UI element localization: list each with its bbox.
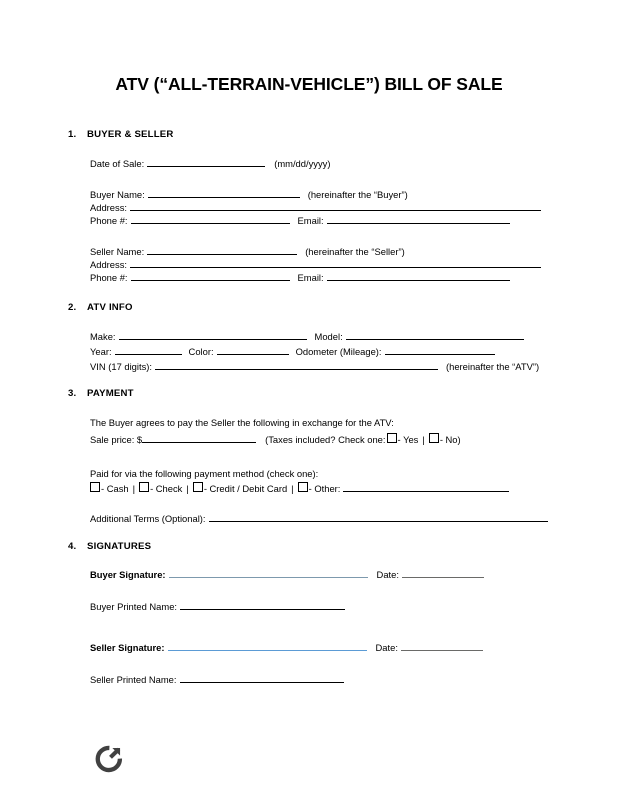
method-separator-1: | bbox=[132, 483, 136, 494]
buyer-printed-name-row bbox=[90, 600, 347, 613]
circular-arrow-logo-icon bbox=[94, 744, 124, 774]
taxes-included-yes-label: - Yes bbox=[397, 434, 419, 445]
seller-date-input[interactable] bbox=[401, 641, 483, 651]
additional-terms-input[interactable] bbox=[209, 512, 548, 522]
section-heading-payment bbox=[68, 388, 134, 399]
buyer-name-row bbox=[90, 188, 408, 201]
buyer-signature-row bbox=[90, 568, 486, 581]
payment-method-other-checkbox[interactable] bbox=[298, 482, 308, 492]
taxes-included-no-checkbox[interactable] bbox=[429, 433, 439, 443]
atv-vin-row bbox=[90, 360, 539, 373]
sale-price-input[interactable] bbox=[142, 433, 256, 443]
buyer-date-label: Date: bbox=[376, 569, 399, 580]
seller-phone-input[interactable] bbox=[131, 271, 290, 281]
buyer-phone-input[interactable] bbox=[131, 214, 290, 224]
buyer-email-label: Email: bbox=[297, 215, 324, 226]
taxes-included-yes-checkbox[interactable] bbox=[387, 433, 397, 443]
seller-address-input[interactable] bbox=[130, 258, 541, 268]
buyer-signature-label: Buyer Signature: bbox=[90, 569, 166, 580]
section-label: ATV INFO bbox=[87, 302, 133, 313]
payment-method-other-label: - Other: bbox=[308, 483, 341, 494]
odometer-input[interactable] bbox=[385, 345, 495, 355]
model-label: Model: bbox=[314, 331, 343, 342]
sale-price-row bbox=[90, 433, 461, 446]
color-input[interactable] bbox=[217, 345, 289, 355]
section-number: 3. bbox=[68, 388, 77, 399]
atv-make-model-row bbox=[90, 330, 526, 343]
vin-input[interactable] bbox=[155, 360, 438, 370]
seller-printed-name-input[interactable] bbox=[180, 673, 344, 683]
payment-method-other-input[interactable] bbox=[343, 482, 509, 492]
payment-method-card-checkbox[interactable] bbox=[193, 482, 203, 492]
buyer-name-label: Buyer Name: bbox=[90, 189, 145, 200]
seller-name-label: Seller Name: bbox=[90, 246, 145, 257]
buyer-name-input[interactable] bbox=[148, 188, 300, 198]
seller-phone-label: Phone #: bbox=[90, 272, 128, 283]
vin-label: VIN (17 digits): bbox=[90, 361, 152, 372]
seller-printed-name-row bbox=[90, 673, 346, 686]
payment-method-intro bbox=[90, 467, 318, 480]
date-of-sale-row bbox=[90, 157, 330, 170]
seller-printed-name-label: Seller Printed Name: bbox=[90, 674, 177, 685]
taxes-included-prefix: (Taxes included? Check one: bbox=[265, 434, 386, 445]
section-label: SIGNATURES bbox=[87, 541, 152, 552]
buyer-date-input[interactable] bbox=[402, 568, 484, 578]
seller-name-row bbox=[90, 245, 405, 258]
section-number: 1. bbox=[68, 129, 77, 140]
model-input[interactable] bbox=[346, 330, 524, 340]
seller-signature-row bbox=[90, 641, 485, 654]
payment-method-cash-checkbox[interactable] bbox=[90, 482, 100, 492]
additional-terms-row bbox=[90, 512, 550, 525]
seller-address-label: Address: bbox=[90, 259, 127, 270]
date-format-hint: (mm/dd/yyyy) bbox=[274, 158, 331, 169]
seller-signature-input[interactable] bbox=[168, 641, 367, 651]
section-heading-signatures bbox=[68, 541, 151, 552]
date-of-sale-label: Date of Sale: bbox=[90, 158, 145, 169]
payment-method-check-label: - Check bbox=[150, 483, 183, 494]
buyer-address-input[interactable] bbox=[130, 201, 541, 211]
method-separator-3: | bbox=[291, 483, 294, 494]
payment-intro bbox=[90, 416, 394, 429]
section-heading-atv-info bbox=[68, 302, 133, 313]
taxes-separator: | bbox=[422, 434, 425, 445]
payment-method-check-checkbox[interactable] bbox=[139, 482, 149, 492]
page-title: ATV (“ALL-TERRAIN-VEHICLE”) BILL OF SALE bbox=[115, 74, 503, 94]
seller-email-input[interactable] bbox=[327, 271, 510, 281]
payment-method-intro-text: Paid for via the following payment method (check one): bbox=[90, 468, 319, 479]
section-label: BUYER & SELLER bbox=[87, 129, 174, 140]
buyer-signature-input[interactable] bbox=[169, 568, 368, 578]
buyer-address-label: Address: bbox=[90, 202, 127, 213]
section-number: 2. bbox=[68, 302, 77, 313]
payment-method-card-label: - Credit / Debit Card bbox=[203, 483, 288, 494]
buyer-contact-row bbox=[90, 214, 512, 227]
buyer-email-input[interactable] bbox=[327, 214, 510, 224]
buyer-address-row bbox=[90, 201, 543, 214]
year-label: Year: bbox=[90, 346, 112, 357]
seller-contact-row bbox=[90, 271, 512, 284]
buyer-phone-label: Phone #: bbox=[90, 215, 128, 226]
method-separator-2: | bbox=[186, 483, 189, 494]
additional-terms-label: Additional Terms (Optional): bbox=[90, 513, 206, 524]
payment-method-cash-label: - Cash bbox=[101, 483, 129, 494]
color-label: Color: bbox=[188, 346, 214, 357]
make-label: Make: bbox=[90, 331, 116, 342]
date-of-sale-input[interactable] bbox=[147, 157, 265, 167]
payment-method-options bbox=[89, 482, 511, 495]
payment-intro-text: The Buyer agrees to pay the Seller the following in exchange for the ATV: bbox=[90, 417, 394, 428]
buyer-printed-name-label: Buyer Printed Name: bbox=[90, 601, 178, 612]
odometer-label: Odometer (Mileage): bbox=[295, 346, 382, 357]
seller-address-row bbox=[90, 258, 543, 271]
seller-signature-label: Seller Signature: bbox=[90, 642, 165, 653]
section-heading-buyer-seller bbox=[68, 129, 174, 140]
taxes-included-no-label: - No) bbox=[439, 434, 461, 445]
seller-name-input[interactable] bbox=[147, 245, 297, 255]
year-input[interactable] bbox=[115, 345, 182, 355]
seller-date-label: Date: bbox=[375, 642, 398, 653]
make-input[interactable] bbox=[119, 330, 307, 340]
seller-name-suffix: (hereinafter the “Seller”) bbox=[305, 246, 405, 257]
sale-price-label: Sale price: $ bbox=[90, 434, 143, 445]
buyer-printed-name-input[interactable] bbox=[180, 600, 345, 610]
section-number: 4. bbox=[68, 541, 77, 552]
buyer-name-suffix: (hereinafter the “Buyer”) bbox=[307, 189, 408, 200]
atv-year-color-odometer-row bbox=[90, 345, 497, 358]
section-label: PAYMENT bbox=[87, 388, 134, 399]
vin-suffix: (hereinafter the “ATV”) bbox=[446, 361, 540, 372]
seller-email-label: Email: bbox=[297, 272, 324, 283]
